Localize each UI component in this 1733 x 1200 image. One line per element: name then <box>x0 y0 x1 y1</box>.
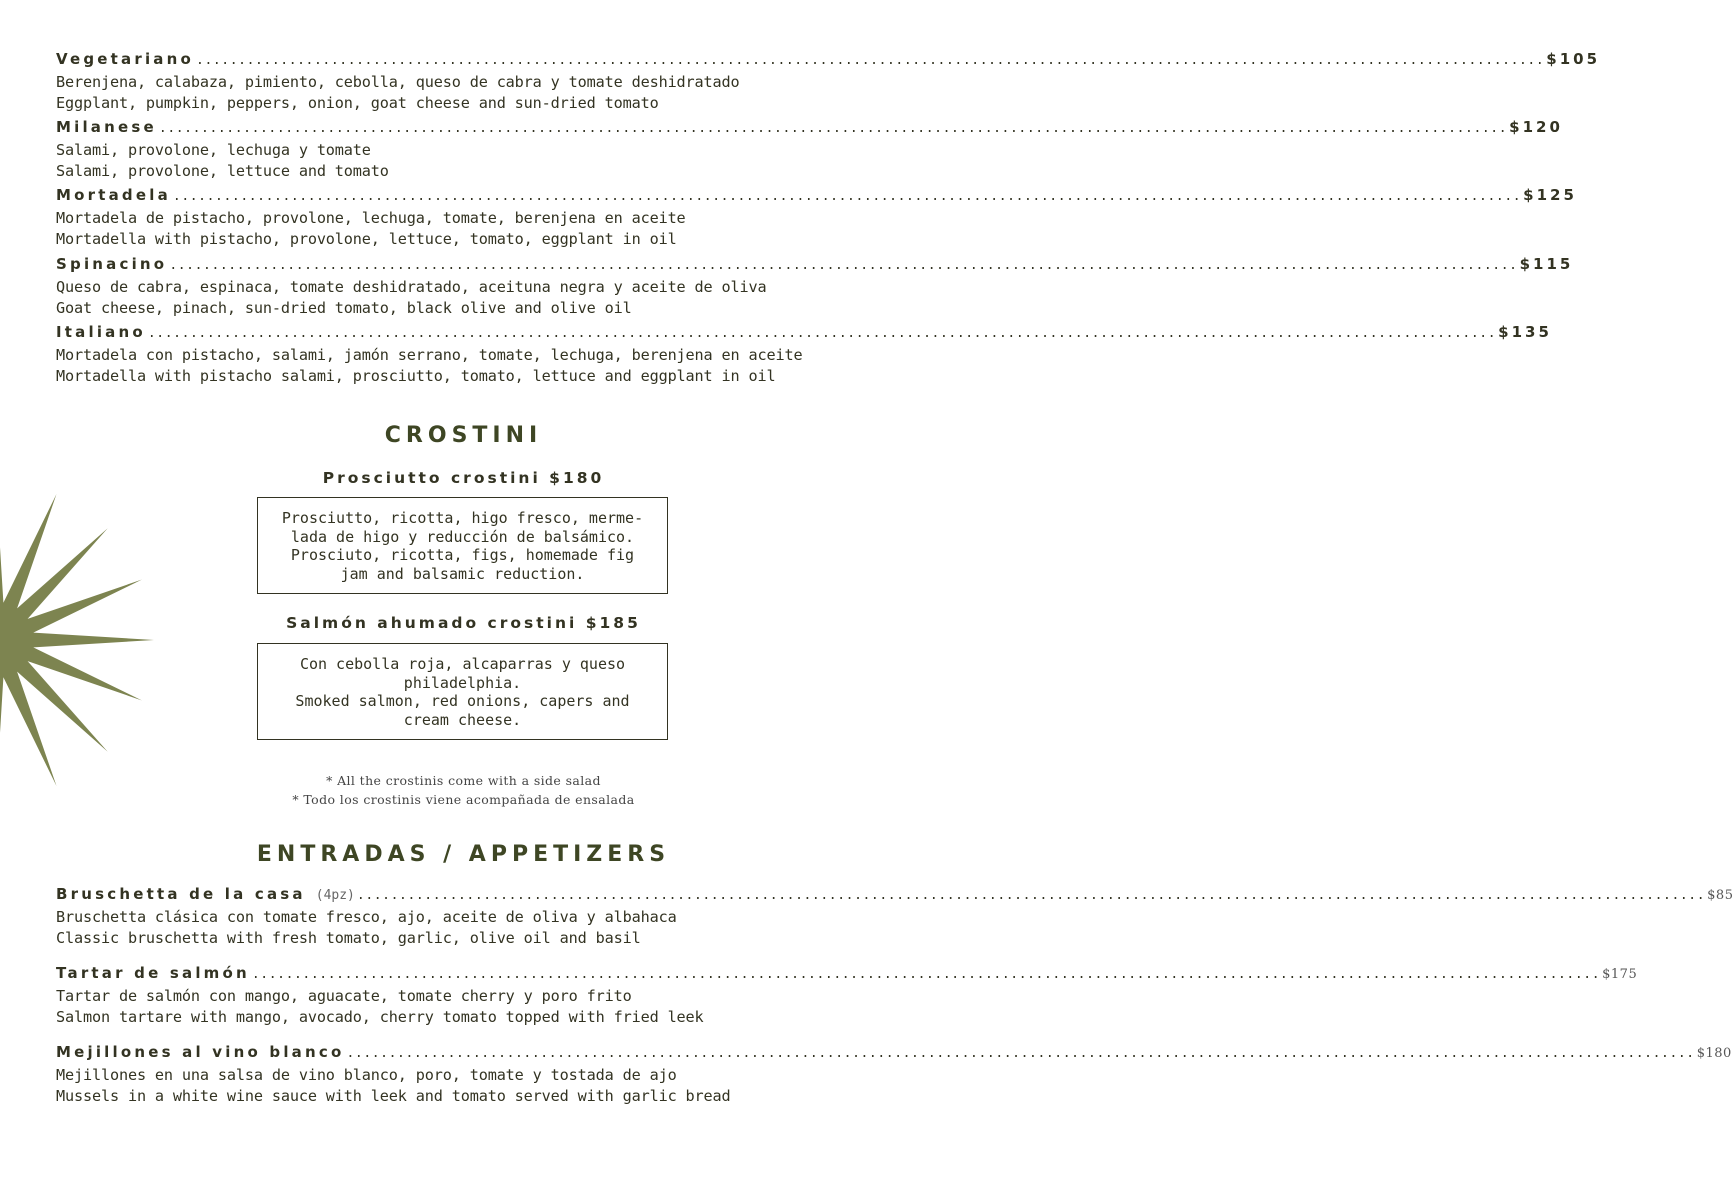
section-title-appetizers: ENTRADAS / APPETIZERS <box>256 842 671 867</box>
desc-line: Prosciuto, ricotta, figs, homemade fig <box>290 546 635 564</box>
item-price: $115 <box>1519 255 1574 273</box>
item-name: Italiano <box>56 323 146 341</box>
menu-item-italiano <box>56 323 1552 386</box>
item-price: $105 <box>1546 50 1601 68</box>
crostini-desc-box-prosciutto <box>257 497 668 594</box>
dot-leader: ................................................................................................................................................................ <box>346 1046 1695 1061</box>
desc-line: Con cebolla roja, alcaparras y queso <box>299 655 626 673</box>
crostini-desc-box-salmon <box>257 643 668 740</box>
menu-item-bruschetta <box>56 885 1733 948</box>
item-name: Spinacino <box>56 255 168 273</box>
dot-leader: ................................................................................................................................................................ <box>251 967 1601 982</box>
item-desc-es: Bruschetta clásica con tomate fresco, ajo, aceite de oliva y albahaca <box>56 908 677 926</box>
item-name: Milanese <box>56 118 157 136</box>
menu-item-mejillones <box>56 1043 1732 1106</box>
desc-line: Prosciutto, ricotta, higo fresco, merme- <box>281 509 644 527</box>
item-name: Vegetariano <box>56 50 195 68</box>
menu-item-vegetariano <box>56 50 1601 113</box>
item-desc-en: Mussels in a white wine sauce with leek and tomato served with garlic bread <box>56 1086 731 1105</box>
menu-item-mortadela <box>56 186 1577 249</box>
item-price: $175 <box>1602 967 1638 982</box>
dot-leader: ................................................................................................................................................................ <box>147 326 1497 341</box>
item-name: Mortadela <box>56 186 171 204</box>
menu-item-spinacino <box>56 255 1574 318</box>
item-desc-es: Salami, provolone, lechuga y tomate <box>56 141 371 159</box>
crostini-title-prosciutto: Prosciutto crostini $180 <box>322 469 605 487</box>
item-price: $180 <box>1696 1046 1732 1061</box>
item-desc-es: Mortadela con pistacho, salami, jamón serrano, tomate, lechuga, berenjena en aceite <box>56 346 803 364</box>
desc-line: lada de higo y reducción de balsámico. <box>290 527 635 546</box>
item-desc-en: Salami, provolone, lettuce and tomato <box>56 161 389 180</box>
note-en: * All the crostinis come with a side salad <box>326 773 601 788</box>
item-desc-en: Classic bruschetta with fresh tomato, garlic, olive oil and basil <box>56 928 641 947</box>
dot-leader: ................................................................................................................................................................ <box>169 258 1518 273</box>
item-desc-en: Goat cheese, pinach, sun-dried tomato, black olive and olive oil <box>56 298 632 317</box>
dot-leader: ................................................................................................................................................................ <box>172 189 1522 204</box>
item-desc-en: Mortadella with pistacho salami, prosciutto, tomato, lettuce and eggplant in oil <box>56 366 776 385</box>
desc-line: jam and balsamic reduction. <box>340 564 585 583</box>
menu-item-tartar <box>56 964 1638 1027</box>
section-title-crostini: CROSTINI <box>384 423 543 448</box>
item-desc-es: Queso de cabra, espinaca, tomate deshidratado, aceituna negra y aceite de oliva <box>56 278 767 296</box>
menu-item-milanese <box>56 118 1563 181</box>
item-name: Mejillones al vino blanco <box>56 1043 345 1061</box>
desc-line: philadelphia. <box>403 673 522 692</box>
dot-leader: ................................................................................................................................................................ <box>356 888 1706 903</box>
item-price: $85 <box>1707 888 1733 903</box>
item-price: $125 <box>1523 186 1577 204</box>
item-qty: (4pz) <box>315 888 355 903</box>
crostini-notes <box>0 771 927 809</box>
item-desc-es: Berenjena, calabaza, pimiento, cebolla, queso de cabra y tomate deshidratado <box>56 73 740 91</box>
desc-line: Smoked salmon, red onions, capers and <box>295 692 630 710</box>
item-desc-en: Eggplant, pumpkin, peppers, onion, goat cheese and sun-dried tomato <box>56 93 659 112</box>
desc-line: cream cheese. <box>403 710 522 729</box>
item-desc-es: Tartar de salmón con mango, aguacate, tomate cherry y poro frito <box>56 987 632 1005</box>
item-desc-es: Mortadela de pistacho, provolone, lechuga, tomate, berenjena en aceite <box>56 209 686 227</box>
item-name: Bruschetta de la casa <box>56 885 306 903</box>
note-es: * Todo los crostinis viene acompañada de ensalada <box>292 792 635 807</box>
dot-leader: ................................................................................................................................................................ <box>158 121 1508 136</box>
item-name: Tartar de salmón <box>56 964 250 982</box>
item-desc-en: Mortadella with pistacho, provolone, lettuce, tomato, eggplant in oil <box>56 229 677 248</box>
starburst-shape <box>0 482 154 798</box>
crostini-title-salmon: Salmón ahumado crostini $185 <box>286 614 641 632</box>
item-price: $120 <box>1509 118 1563 136</box>
item-price: $135 <box>1498 323 1552 341</box>
item-desc-en: Salmon tartare with mango, avocado, cherry tomato topped with fried leek <box>56 1007 704 1026</box>
dot-leader: ................................................................................................................................................................ <box>196 53 1545 68</box>
item-desc-es: Mejillones en una salsa de vino blanco, poro, tomate y tostada de ajo <box>56 1066 677 1084</box>
